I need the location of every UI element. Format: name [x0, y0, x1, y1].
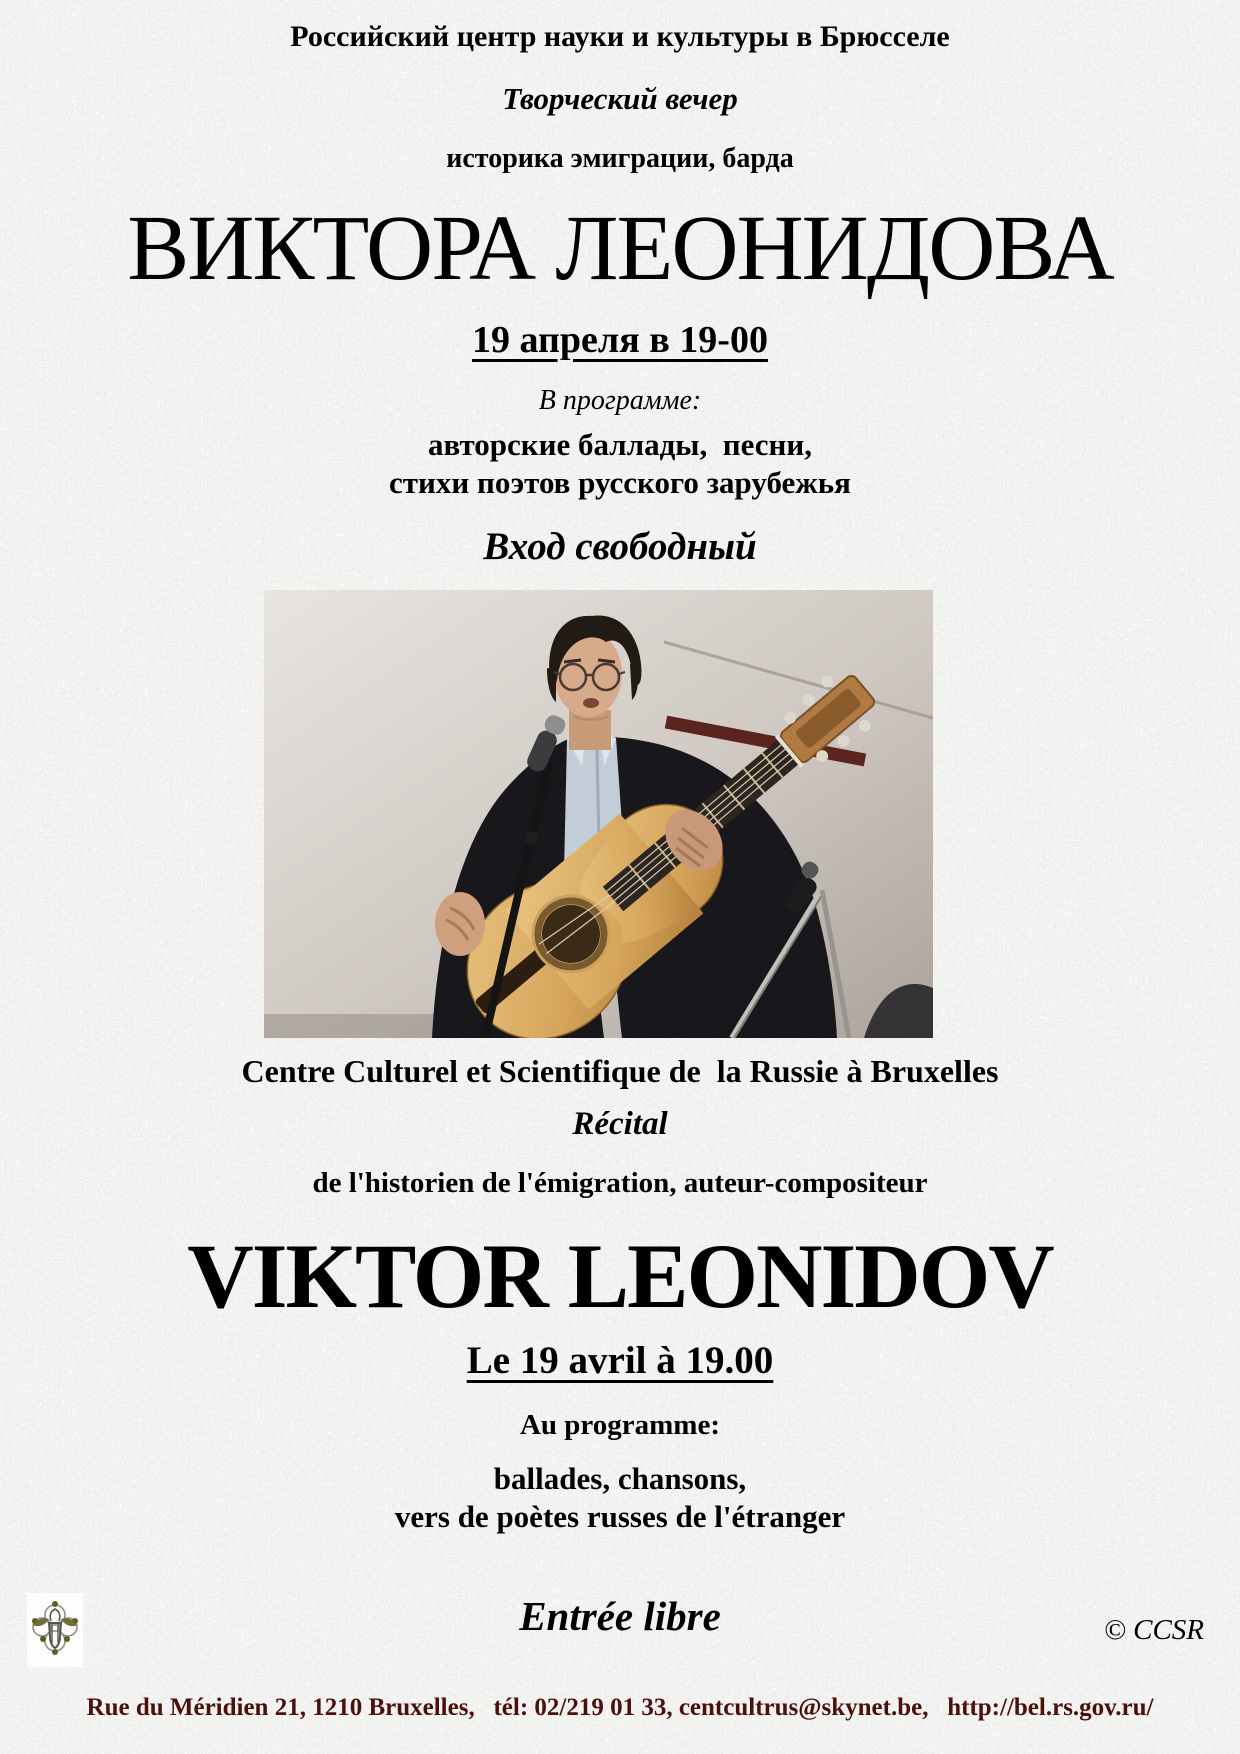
free-admission-ru: Вход свободный: [483, 525, 757, 568]
program-label-fr: Au programme:: [519, 1409, 720, 1441]
stage-floor: [264, 1014, 454, 1038]
artist-name-ru: ВИКТОРА ЛЕОНИДОВА: [127, 197, 1113, 300]
event-type-ru: Творческий вечер: [502, 81, 738, 116]
event-type-fr: Récital: [572, 1106, 668, 1142]
event-datetime-ru-text: 19 апреля в 19-00: [472, 319, 768, 361]
program-label-ru: В программе:: [538, 385, 702, 416]
artist-name-fr: VIKTOR LEONIDOV: [187, 1225, 1053, 1327]
event-datetime-fr: [0, 1340, 1240, 1383]
event-datetime-fr-text: Le 19 avril à 19.00: [466, 1339, 774, 1382]
program-line1-ru: авторские баллады, песни,: [428, 427, 812, 462]
organization-name-ru: Российский центр науки и культуры в Брюсселе: [290, 20, 950, 53]
artist-subtitle-ru: историка эмиграции, барда: [446, 143, 794, 174]
program-line2-ru: стихи поэтов русского зарубежья: [389, 465, 851, 500]
organization-name-fr: Centre Culturel et Scientifique de la Russie à Bruxelles: [241, 1053, 999, 1089]
artist-subtitle-fr: de l'historien de l'émigration, auteur-compositeur: [312, 1167, 928, 1199]
event-datetime-ru: [0, 320, 1240, 362]
free-admission-fr: Entrée libre: [519, 1593, 721, 1639]
copyright-notice: © CCSR: [1103, 1614, 1204, 1646]
strumming-hand: [435, 892, 485, 956]
program-line2-fr: vers de poètes russes de l'étranger: [394, 1499, 846, 1534]
center-emblem-logo: [27, 1593, 83, 1667]
artist-photo: [264, 590, 933, 1038]
contact-address-line: Rue du Méridien 21, 1210 Bruxelles, tél: 02/219 01 33, centcultrus@skynet.be, http://bel.rs.gov.ru/: [86, 1694, 1154, 1721]
program-line1-fr: ballades, chansons,: [493, 1461, 747, 1496]
